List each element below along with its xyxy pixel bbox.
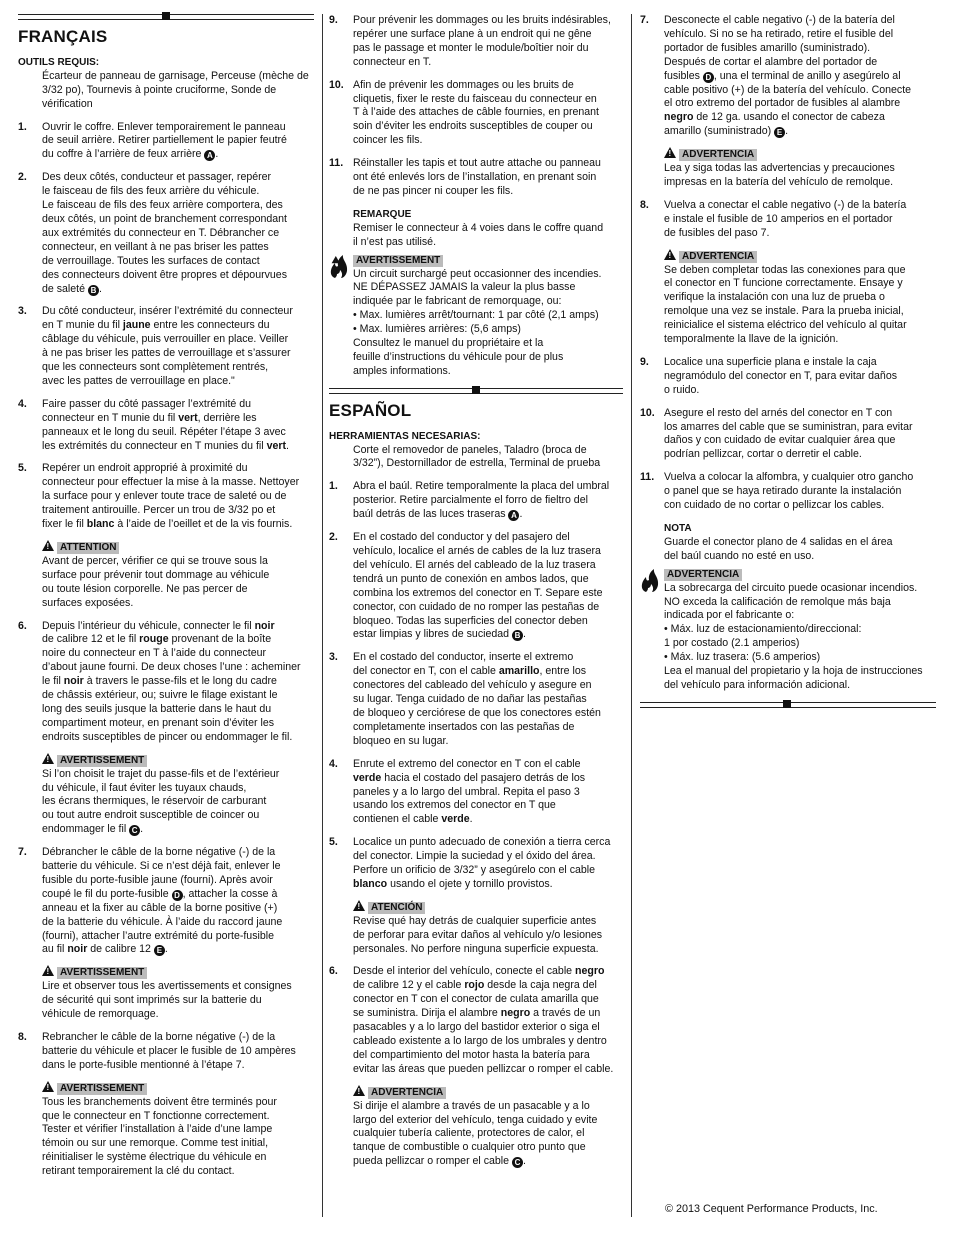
warning-triangle-icon: ! [42,753,54,764]
section-rule [640,702,936,708]
step-text: Ouvrir le coffre. Enlever temporairement le panneau de seuil arrière. Retirer partiellement le papier feutré du coffre à l’arrière de feux arrière [42,120,287,161]
step-number: 8. [640,198,649,211]
step-number: 8. [18,1031,27,1043]
bold-wire-color: noir [254,619,275,632]
step-text: Vuelva a conectar el cable negativo (-) de la batería e instale el fusible de 10 amperios en el portador de fusibles del paso 7. [664,198,907,239]
step-text: Localice una superficie plana e instale la caja negramódulo del conector en T, para evitar daños o ruido. [664,355,898,396]
es-note-text: Guarde el conector plano de 4 salidas en el área del baúl cuando no esté en uso. [664,535,893,562]
step-item [18,846,314,957]
step-item [329,758,623,828]
step-text: Afin de prévenir les dommages ou les bruits de cliquetis, fixer le reste du faisceau du connecteur en T à l’aide des attaches de câble fournies, en prenant soin d’éviter les endroits susceptibles de couper ou coincer les fils. [353,78,599,147]
callout-letter-icon: D [172,890,183,901]
callout-letter-icon: E [154,945,165,956]
step-text: . [522,628,526,641]
step-text: a través de un pasacables y a lo largo del bastidor exterior o siga el cableado existente a lo largo de los umbrales y dentro del compartimiento del motor hasta la batería para evitar las áreas que pueden pellizcar o romper el cable. [353,1007,614,1075]
callout-letter-icon: C [129,825,140,836]
step-item [18,1031,314,1073]
callout-letter-icon: D [703,72,714,83]
step-text: desde la caja negra del conector en T con el conector de culata amarilla que se suministra. Dirija el alambre [353,979,599,1020]
step-text: . [785,125,789,138]
fire-warning-text: Un circuit surchargé peut occasionner des incendies. NE DÉPASSEZ JAMAIS la valeur la plus basse indiquée par le fabricant de remorquage, ou: • Max. lumières arrêt/tournant: 1 par côté (2,1 amps) • Max. lumières arrières: (5,6 amps) Consultez le manuel du propriétaire et la feuille d’instructions du véhicule pour de plus amples informations. [353,267,602,377]
step-text: hacia el costado del pasajero detrás de los paneles y a lo largo del umbral. Repita el paso 3 usando los extremos del conector en T que contienen el cable [353,771,586,826]
warning-text: Tous les branchements doivent être terminés pour que le connecteur en T fonctionne correctement. Tester et vérifier l’installation à l’aide d’une lampe témoin ou sur une remorque. Comme test initial, réinitialiser le système électrique du véhicule en retirant temporairement la clé du contact. [42,1095,277,1178]
step-item [640,356,936,398]
warning-label: AVERTISSEMENT [57,755,147,767]
step-text: Faire passer du côté passager l’extrémité du connecteur en T munie du fil [42,397,252,424]
step-number: 2. [18,171,27,184]
section-rule [18,14,314,20]
bold-wire-color: noir [67,943,88,956]
warning-block [18,1080,314,1179]
column-1 [18,14,314,1188]
step-text: , attacher la cosse à anneau et la fixer au câble de la borne positive (+) de la batterie du véhicule. À l’aide du raccord jaune (fourni), attacher l’autre extrémité du porte-fusible au fil [42,887,283,956]
warning-label: ATTENTION [57,542,119,554]
bold-wire-color: blanco [353,877,388,890]
note-block [329,208,623,250]
step-number: 4. [329,757,338,770]
bold-wire-color: negro [664,111,694,124]
spanish-heading: ESPAÑOL [329,400,412,420]
tools-text: Écarteur de panneau de garnisage, Perceuse (mèche de 3/32 po), Tournevis à pointe cruciforme, Sonde de vérification [42,69,309,110]
warning-label: ADVERTENCIA [679,251,757,263]
bold-wire-color: blanc [86,518,115,531]
step-number: 10. [640,406,655,419]
step-text: Débrancher le câble de la borne négative (-) de la batterie du véhicule. Si ce n’est déjà fait, enlever le fusible du porte-fusible jaune (fourni). Après avoir coupé le fil du porte-fusible [42,846,281,900]
bold-wire-color: vert [178,411,198,424]
step-number: 11. [329,157,344,170]
tools-label: OUTILS REQUIS: [18,56,100,68]
step-text: entre les connecteurs du câblage du véhicule, puis verrouiller en place. Veiller à ne pas briser les pattes de verrouillage et s’assurer que les connecteurs sont complètement rentrés, avec les pattes de verrouillage en place." [42,319,291,387]
step-number: 1. [329,480,338,493]
es-fire-warning-block [640,568,936,693]
warning-triangle-icon: ! [353,900,365,911]
fire-warning-block [329,254,623,379]
bold-wire-color: vert [266,439,286,452]
step-item [329,836,623,892]
step-text: Du côté conducteur, insérer l’extrémité du connecteur en T munie du fil [42,305,293,332]
step-item [329,965,623,1076]
column-divider-1 [322,14,323,1217]
warning-triangle-icon: ! [664,249,676,260]
fire-warning-icon [640,568,660,594]
step-text: , una el terminal de anillo y asegúrelo al cable positivo (+) de la batería del vehículo. Conecte el otro extremo del portador de fusibles al alambre [664,69,912,110]
section-rule [329,388,623,394]
step-item [18,462,314,532]
step-item [18,171,314,296]
step-number: 10. [329,78,344,91]
es-fire-warning-text: La sobrecarga del circuito puede ocasionar incendios. NO exceda la calificación de remolque más baja indicada por el fabricante o: • Máx. luz de estacionamiento/direccional: 1 por costado (2.1 amperios) • Máx. luz trasera: (5.6 amperios) Lea el manual del propietario y la hoja de instrucciones del vehículo para información adicional. [664,581,923,691]
callout-letter-icon: A [204,150,215,161]
step-item [640,471,936,513]
fire-warning-label: AVERTISSEMENT [353,255,443,267]
bold-wire-color: jaune [122,319,151,332]
warning-header [42,964,314,980]
step-text: Vuelva a colocar la alfombra, y cualquier otro gancho o panel que se haya retirado durante la instalación con cuidado de no cortar o pellizcar los cables. [664,471,914,512]
warning-header [664,146,936,162]
french-heading: FRANÇAIS [18,27,108,46]
step-number: 7. [640,14,649,26]
es-tools-label: HERRAMIENTAS NECESARIAS: [329,430,481,442]
warning-block [640,146,936,190]
step-text: Abra el baúl. Retire temporalmente la placa del umbral posterior. Retire parcialmente el forro de fieltro del baúl detrás de las luces traseras [353,480,610,521]
column-divider-2 [631,14,632,1217]
bold-wire-color: rojo [464,979,485,992]
step-item [329,79,623,149]
step-text: Enrute el extremo del conector en T con el cable [353,757,581,770]
step-text: Depuis l’intérieur du véhicule, connecter le fil [42,619,255,632]
fire-warning-icon [329,254,349,280]
es-tools-text: Corte el removedor de paneles, Taladro (broca de 3/32”), Destornillador de estrella, Terminal de prueba [353,443,601,470]
bold-wire-color: negro [575,965,605,978]
callout-letter-icon: A [508,510,519,521]
bold-wire-color: verde [441,813,470,826]
warning-header [664,248,936,264]
step-number: 5. [329,836,338,849]
step-item [329,480,623,522]
step-text: Repérer un endroit approprié à proximité du connecteur pour effectuer la mise à la masse. Nettoyer la surface pour y enlever toute trace de saleté ou de traitement antirouille. Percer un trou de 3/32 po et fixer le fil [42,462,300,531]
step-number: 3. [18,305,27,318]
step-number: 6. [329,965,338,978]
step-number: 5. [18,462,27,475]
step-text: Localice un punto adecuado de conexión a tierra cerca del conector. Limpie la suciedad y el óxido del área. Perfore un orificio de 3/32” y asegúrelo con el cable [353,836,611,877]
warning-header [42,539,314,555]
warning-triangle-icon: ! [42,540,54,551]
warning-block [329,899,623,957]
warning-block [329,1084,623,1169]
step-item [329,531,623,642]
step-item [18,121,314,163]
step-text: . [286,439,289,452]
note-label: REMARQUE [353,208,412,220]
callout-letter-icon: E [774,127,785,138]
step-number: 7. [18,846,27,859]
step-text: , entre los conectores del cableado del vehículo y asegure en su lugar. Tenga cuidado de no dañar las pestañas de bloqueo y cerciórese de que los conectores estén completamente insertados con las pestañas de bloqueo en su lugar. [353,665,601,747]
warning-triangle-icon: ! [42,965,54,976]
step-text: En el costado del conductor y del pasajero del vehículo, localice el arnés de cables de la luz trasera del vehículo. El arnés del cableado de la luz trasera tendrá un punto de conexión en ambos lados, que combina los extremos del conector en T. Separe este conector, con cuidado de no romper las pestañas de bloqueo. Todas las superficies del conector deben estar limpias y libres de suciedad [353,531,603,641]
step-item [18,620,314,745]
warning-text: Se deben completar todas las conexiones para que el conector en T funcione correctamente. Ensaye y verifique la instalación con una luz de prueba o remolque una vez se instale. Para la prueba inicial, reinicialice el sistema eléctrico del vehículo al quitar temporalmente la llave de la ignición. [664,263,907,346]
warning-label: ADVERTENCIA [679,149,757,161]
bold-wire-color: noir [63,675,84,688]
warning-block [18,964,314,1022]
step-text: Rebrancher le câble de la borne négative (-) de la batterie du véhicule et placer le fusible de 10 ampères dans le porte-fusible mentionné à l’étape 7. [42,1031,296,1071]
step-item [18,398,314,454]
step-text: à l’aide de l’oeillet et de la vis fournis. [114,518,293,531]
warning-label: ADVERTENCIA [368,1087,446,1099]
step-text: Des deux côtés, conducteur et passager, repérer le faisceau de fils des feux arrière du véhicule. Le faisceau de fils des feux arrière comportera, des deux côtés, un point de branchement correspondant aux extrémités du connecteur en T. Débrancher ce connecteur, en veillant à ne pas briser les pattes de verrouillage. Toutes les surfaces de contact des connecteurs doivent être propres et dépourvues de saleté [42,171,287,295]
step-text: de calibre 12 et le fil [42,633,137,646]
step-text: de calibre 12 [87,943,154,956]
step-text: de calibre 12 y el cable [353,979,462,992]
step-text: , derrière les panneaux et le long du seuil. Répéter l’étape 3 avec les extrémités du connecteur en T munies du fil [42,411,286,452]
warning-text: Avant de percer, vérifier ce qui se trouve sous la surface pour prévenir tout dommage au véhicule ou toute lésion corporelle. Ne pas percer de surfaces exposées. [42,554,270,609]
step-item [329,157,623,199]
callout-letter-icon: B [512,630,523,641]
step-item [640,407,936,463]
step-item [640,14,936,139]
warning-triangle-icon: ! [353,1085,365,1096]
step-text: usando el ojete y tornillo provistos. [387,877,553,890]
step-text: . [164,943,168,956]
warning-header [42,752,314,768]
step-text: Pour prévenir les dommages ou les bruits indésirables, repérer une surface plane à un endroit qui ne gêne pas le passage et monter le module/boîtier noir du connecteur en T. [353,14,611,68]
fr-steps-list-continued [329,14,623,199]
step-number: 9. [329,14,338,26]
es-steps-list [329,480,623,1169]
step-number: 9. [640,355,649,368]
es-fire-warning-label: ADVERTENCIA [664,569,742,581]
copyright: © 2013 Cequent Performance Products, Inc. [665,1203,878,1215]
step-item [329,651,623,748]
step-number: 6. [18,619,27,632]
step-text: En el costado del conductor, inserte el extremo del conector en T, con el cable [353,651,574,678]
step-text: de 12 ga. usando el conector de cabeza amarillo (suministrado) [664,111,885,138]
es-note-block [640,522,936,564]
warning-block [18,752,314,837]
note-text: Remiser le connecteur à 4 voies dans le coffre quand il n’est pas utilisé. [353,221,604,248]
warning-triangle-icon: ! [42,1081,54,1092]
warning-label: AVERTISSEMENT [57,1083,147,1095]
step-text: . [215,148,219,161]
warning-block [640,248,936,347]
bold-wire-color: verde [353,771,382,784]
warning-text: Revise qué hay detrás de cualquier superficie antes de perforar para evitar daños al vehículo y/o lesiones personales. No perfore ninguna superficie expuesta. [353,914,603,955]
bold-wire-color: negro [500,1007,531,1020]
es-note-label: NOTA [664,523,692,534]
warning-header [353,1084,623,1100]
warning-text: Si l’on choisit le trajet du passe-fils et de l’extérieur du véhicule, il faut éviter les tuyaux chauds, les écrans thermiques, le réservoir de carburant ou tout autre endroit susceptible de coincer ou endommager le fil C . [42,767,280,836]
column-3 [640,14,936,708]
step-text: . [98,282,102,295]
step-number: 4. [18,397,27,410]
warning-text: Si dirije el alambre a través de un pasacable y a lo largo del exterior del vehículo, tenga cuidado y evite cualquier tubería caliente, protectores de calor, el tanque de combustible o cualquier otro punto que pueda pellizcar o romper el cable C . [353,1099,598,1168]
step-text: . [469,813,473,826]
warning-triangle-icon: ! [664,147,676,158]
step-text: Réinstaller les tapis et tout autre attache ou panneau ont été enlevés lors de l’installation, en prenant soin de ne pas pincer ni couper les fils. [353,157,601,197]
step-number: 2. [329,531,338,544]
warning-header [42,1080,314,1096]
callout-letter-icon: C [512,1157,523,1168]
step-text: à travers le passe-fils et le long du cadre de châssis extérieur, ou; suivre le filage existant le long des seuils jusque la batterie dans le haut du compartiment moteur, en prenant soin d’éviter les endroits susceptibles de pincer ou endommager le fil. [42,675,293,743]
step-item [18,305,314,388]
step-number: 11. [640,471,655,484]
bold-wire-color: rouge [139,633,169,646]
warning-block [18,539,314,611]
warning-label: ATENCIÓN [368,902,425,914]
step-item [329,14,623,70]
step-text: provenant de la boîte noire du connecteur en T à l’aide du connecteur d’about jaune fourni. De deux choses l’une : acheminer le fil [42,633,301,688]
warning-label: AVERTISSEMENT [57,967,147,979]
step-text: Desde el interior del vehículo, conecte el cable [353,965,576,978]
bold-wire-color: amarillo [498,665,540,678]
step-number: 1. [18,120,27,133]
warning-text: Lea y siga todas las advertencias y precauciones impresas en la batería del vehículo de remolque. [664,162,895,188]
callout-letter-icon: B [88,285,99,296]
warning-text: Lire et observer tous les avertissements et consignes de sécurité qui sont imprimés sur la batterie du véhicule de remorquage. [42,980,292,1021]
step-number: 3. [329,651,338,664]
step-text: Desconecte el cable negativo (-) de la batería del vehículo. Si no se ha retirado, retire el fusible del portador de fusibles amarillo (suministrado). Después de cortar el alambre del portador de fusibles [664,14,895,82]
column-2 [329,14,623,1178]
step-item [640,199,936,241]
step-text: . [519,508,523,521]
es-steps-list-continued [640,14,936,513]
fr-steps-list [18,121,314,1180]
warning-header [353,899,623,915]
step-text: Asegure el resto del arnés del conector en T con los amarres del cable que se suministran, para evitar daños y con cuidado de evitar cualquier área que podrían pellizcar, cortar o derretir el cable. [664,406,913,461]
